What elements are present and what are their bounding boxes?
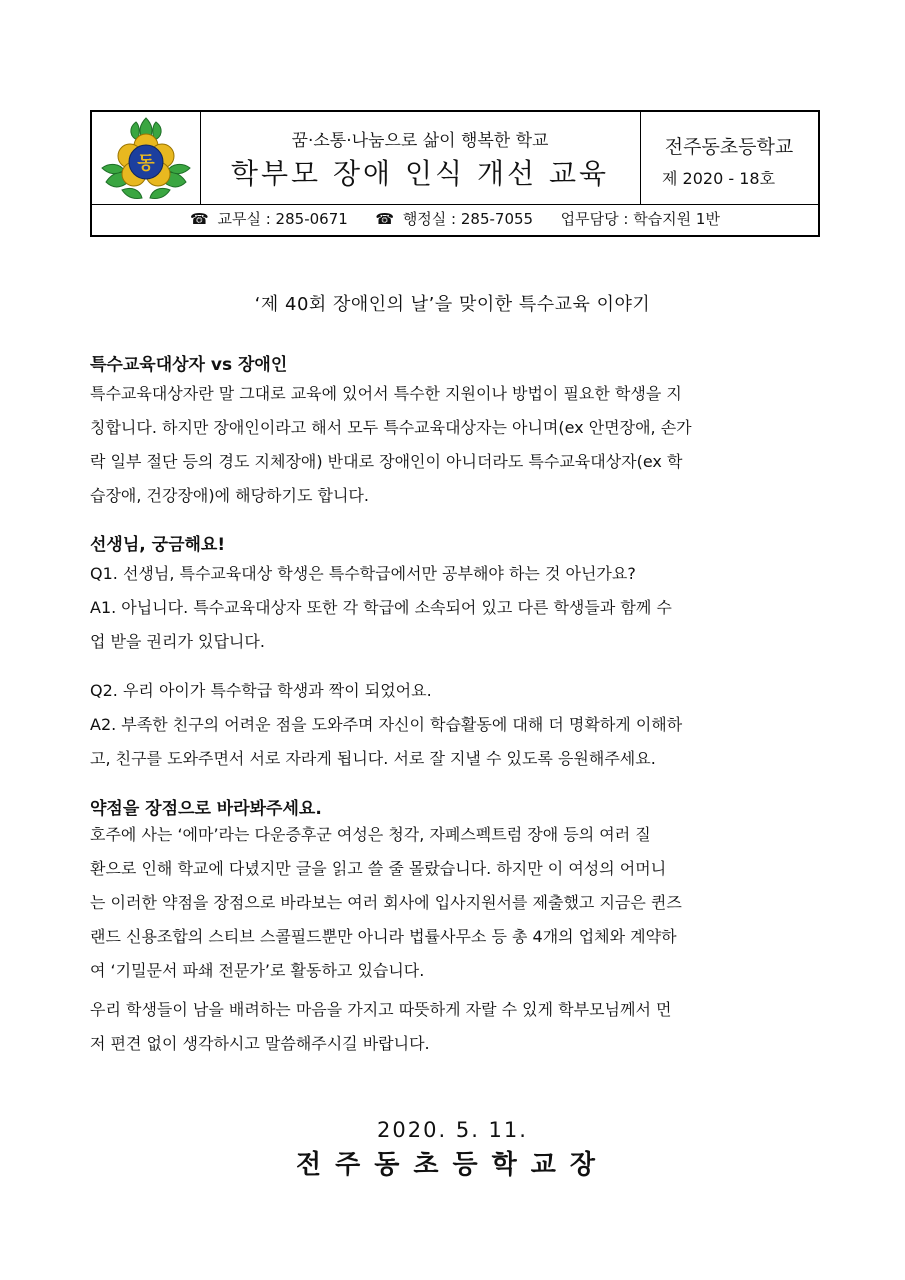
text-line: 여 ‘기밀문서 파쇄 전문가’로 활동하고 있습니다. [90, 961, 425, 980]
text-line: 저 편견 없이 생각하시고 말씀해주시길 바랍니다. [90, 1034, 430, 1053]
header-title-cell [200, 112, 641, 204]
answer-line: A2. 부족한 친구의 어려운 점을 도와주며 자신이 학습활동에 대해 더 명확하게 이해하 [90, 715, 683, 734]
letter-title: 학부모 장애 인식 개선 교육 [230, 157, 610, 190]
section-heading-3: 약점을 장점으로 바라봐주세요. [90, 799, 322, 819]
text-line: 우리 학생들이 남을 배려하는 마음을 가지고 따뜻하게 자랄 수 있게 학부모님께서 먼 [90, 1000, 672, 1019]
contact-row [92, 204, 818, 235]
school-motto: 꿈·소통·나눔으로 삶이 행복한 학교 [291, 131, 549, 151]
letter-header [90, 110, 820, 237]
phone-icon: ☎ [375, 210, 395, 228]
logo-letter: 동 [137, 153, 155, 174]
school-logo-cell [92, 112, 201, 204]
answer-line: A1. 아닙니다. 특수교육대상자 또한 각 학급에 소속되어 있고 다른 학생들과 함께 수 [90, 598, 672, 617]
text-line: 랜드 신용조합의 스티브 스콜필드뿐만 아니라 법률사무소 등 총 4개의 업체와 계약하 [90, 927, 677, 946]
header-top-row [92, 112, 818, 205]
text-line: 환으로 인해 학교에 다녔지만 글을 읽고 쓸 줄 몰랐습니다. 하지만 이 여성의 어머니 [90, 859, 667, 878]
text-line: 는 이러한 약점을 장점으로 바라보는 여러 회사에 입사지원서를 제출했고 지금은 퀸즈 [90, 893, 682, 912]
school-name: 전주동초등학교 [664, 136, 794, 158]
qa-2 [90, 674, 818, 776]
admin-phone: 행정실 : 285-7055 [402, 210, 534, 228]
header-info-cell [640, 112, 818, 204]
office-phone: 교무실 : 285-0671 [217, 210, 348, 228]
answer-line: 고, 친구를 도와주면서 서로 자라게 됩니다. 서로 잘 지낼 수 있도록 응원해주세요. [90, 749, 656, 768]
manager-info: 업무담당 : 학습지원 1반 [560, 210, 720, 228]
question-line: Q1. 선생님, 특수교육대상 학생은 특수학급에서만 공부해야 하는 것 아닌가요? [90, 564, 636, 583]
text-line: 락 일부 절단 등의 경도 지체장애) 반대로 장애인이 아니더라도 특수교육대상자(ex 학 [90, 452, 683, 471]
section-heading-1: 특수교육대상자 vs 장애인 [90, 355, 288, 375]
section-1-paragraph [90, 377, 818, 513]
principal-signature: 전주동초등학교장 [296, 1150, 609, 1180]
text-line: 칭합니다. 하지만 장애인이라고 해서 모두 특수교육대상자는 아니며(ex 안면장애, 손가 [90, 418, 692, 437]
closing-paragraph [90, 993, 818, 1061]
qa-1 [90, 557, 818, 659]
issue-number: 제 2020 - 18호 [662, 169, 776, 188]
school-emblem-icon [92, 112, 200, 204]
section-heading-2: 선생님, 궁금해요! [90, 535, 226, 555]
letter-date: 2020. 5. 11. [377, 1118, 528, 1142]
text-line: 습장애, 건강장애)에 해당하기도 합니다. [90, 486, 369, 505]
text-line: 호주에 사는 ‘에마’라는 다운증후군 여성은 청각, 자폐스펙트럼 장애 등의 여러 질 [90, 825, 651, 844]
question-line: Q2. 우리 아이가 특수학급 학생과 짝이 되었어요. [90, 681, 432, 700]
section-3-paragraph [90, 818, 818, 988]
document-title: ‘제 40회 장애인의 날’을 맞이한 특수교육 이야기 [254, 294, 651, 315]
answer-line: 업 받을 권리가 있답니다. [90, 632, 265, 651]
text-line: 특수교육대상자란 말 그대로 교육에 있어서 특수한 지원이나 방법이 필요한 학생을 지 [90, 384, 682, 403]
phone-icon: ☎ [190, 210, 209, 228]
